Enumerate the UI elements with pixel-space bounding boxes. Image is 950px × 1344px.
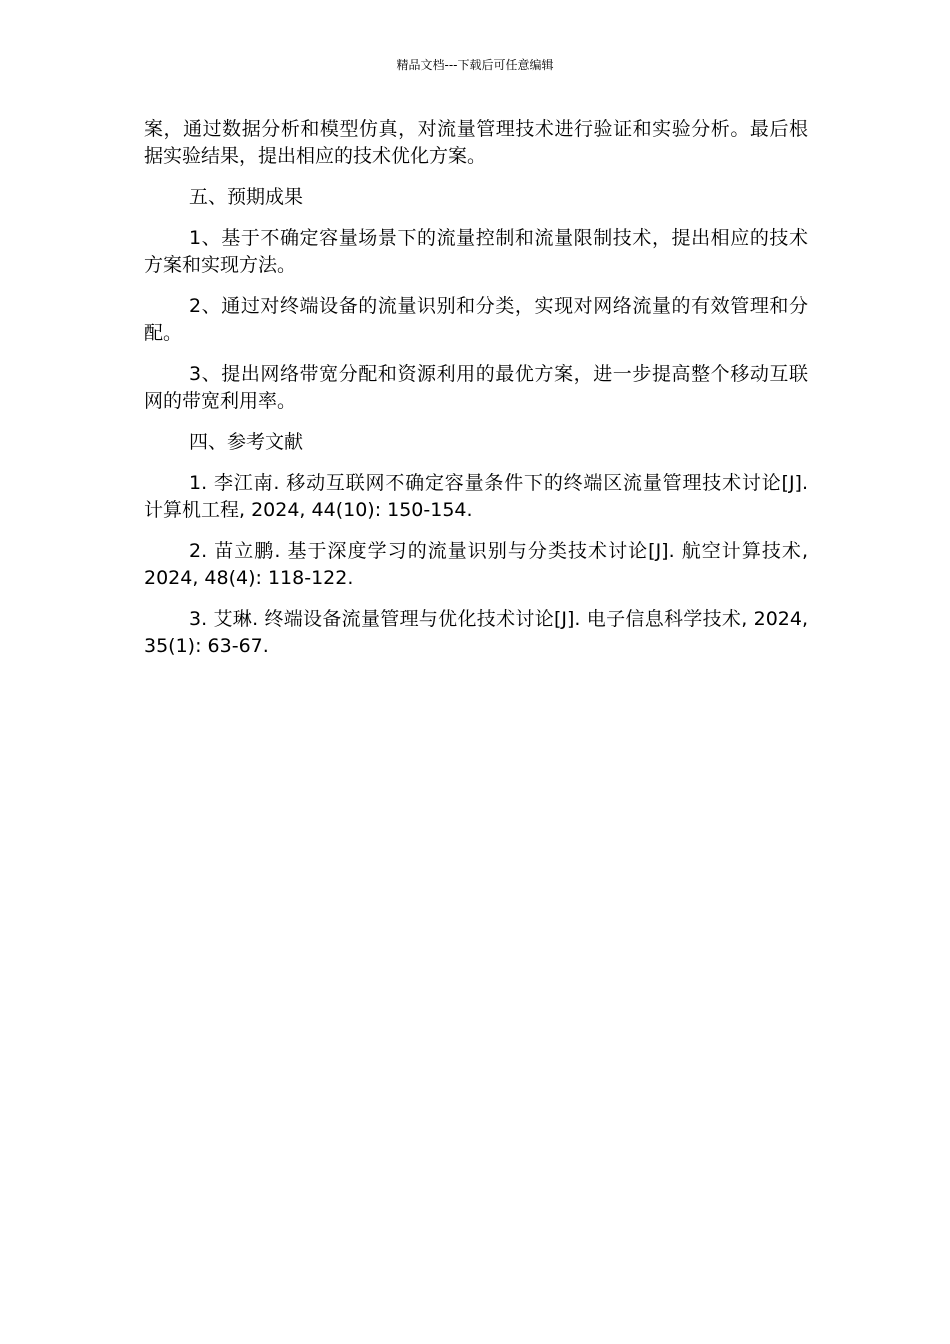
reference-item: 3. 艾琳. 终端设备流量管理与优化技术讨论[J]. 电子信息科学技术, 2024, 35(1): 63-67. (144, 608, 808, 657)
expected-result-item: 3、提出网络带宽分配和资源利用的最优方案，进一步提高整个移动互联网的带宽利用率。 (144, 363, 808, 412)
section-heading-references: 四、参考文献 (189, 431, 304, 453)
document-body (144, 116, 808, 674)
intro-paragraph: 案，通过数据分析和模型仿真，对流量管理技术进行验证和实验分析。最后根据实验结果，提出相应的技术优化方案。 (144, 118, 808, 167)
reference-item: 1. 李江南. 移动互联网不确定容量条件下的终端区流量管理技术讨论[J]. 计算机工程, 2024, 44(10): 150-154. (144, 472, 808, 521)
reference-item: 2. 苗立鹏. 基于深度学习的流量识别与分类技术讨论[J]. 航空计算技术, 2024, 48(4): 118-122. (144, 540, 808, 589)
expected-result-item: 1、基于不确定容量场景下的流量控制和流量限制技术，提出相应的技术方案和实现方法。 (144, 227, 808, 276)
expected-result-item: 2、通过对终端设备的流量识别和分类，实现对网络流量的有效管理和分配。 (144, 295, 808, 344)
page-header: 精品文档---下载后可任意编辑 (396, 58, 554, 72)
section-heading-expected-results: 五、预期成果 (189, 186, 304, 208)
